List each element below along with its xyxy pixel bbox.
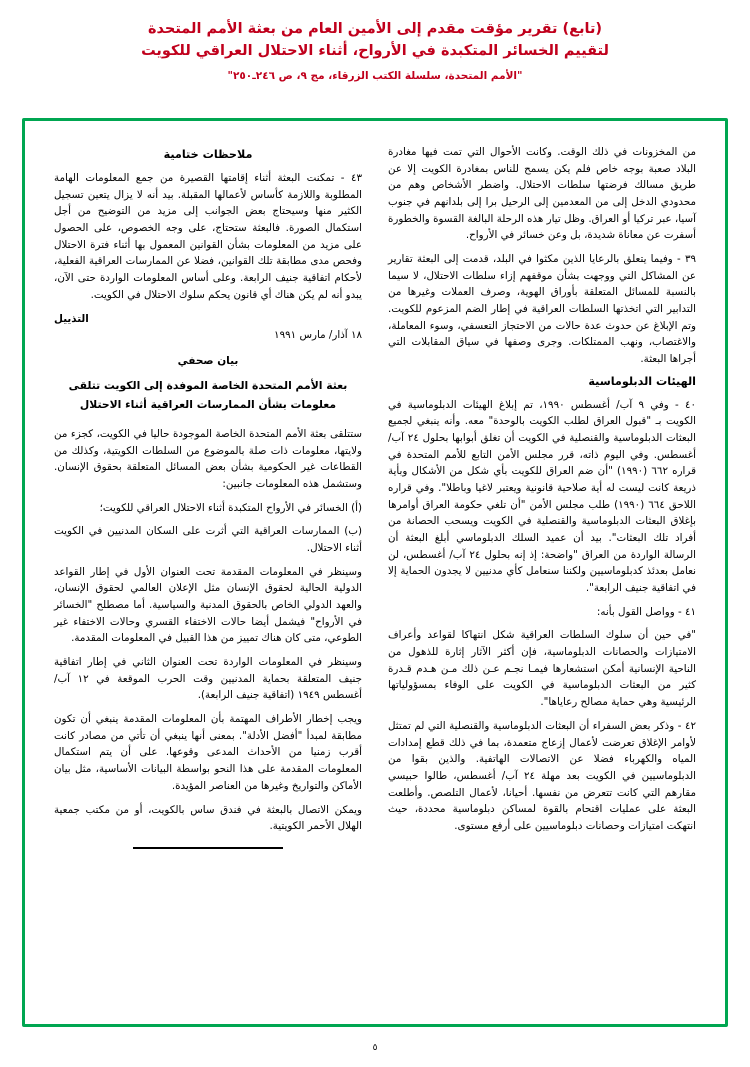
section-divider-rule xyxy=(133,847,283,849)
paragraph: ٤٠ - وفي ٩ آب/ أغسطس ١٩٩٠، تم إبلاغ الهيئات الدبلوماسية في الكويت بـ "قبول العراق لطلب الكويت بالوحدة" معه. وأنه ينبغي لجميع البعثات الدبلوماسية والقنصلية في الكويت أن تغلق أبوابها بحلول ٢٤ آب/ أغسطس. وفي اليوم ذاته، قرر مجلس الأمن التابع للأمم المتحدة في قراره ٦٦٢ (١٩٩٠) "أن ضم العراق للكويت بأي شكل من الأشكال وبأية ذريعة كانت ليست له أية صلاحية قانونية ويعتبر لاغيا وباطلا". وفي قراره اللاحق ٦٦٤ (١٩٩٠) طلب مجلس الأمن "أن تلغي حكومة العراق أوامرها بإغلاق البعثات الدبلوماسية والقنصلية في الكويت ويسحب الحصانة من أفراد تلك البعثات". بيد أن عميد السلك الدبلوماسي أبلغ البعثة أن الرسالة الواردة من العراق "واضحة: إذ إنه بحلول ٢٤ آب/ أغسطس، لن نعامل بعدئذ كدبلوماسيين ولكننا سنعامل كأي مدنيين لا يجدون الحماية إلا في اتفاقية جنيف الرابعة". xyxy=(388,398,697,595)
press-release-title-line-1: بعثة الأمم المتحدة الخاصة الموفدة إلى الكويت تتلقى xyxy=(68,379,348,393)
paragraph: ٤٢ - وذكر بعض السفراء أن البعثات الدبلوماسية والقنصلية التي لم تمتثل لأوامر الإغلاق تعرضت لأعمال إزعاج متعمدة، بما في ذلك قطع إمدادات المياه والكهرباء فضلا عن الاتصالات الهاتفية. والذين بقوا من الدبلوماسيين في الكويت بعد مهلة ٢٤ آب/ أغسطس، طالوا حبيسي مقارهم التي كانت تتعرض من نفسها. أحيانا، لأعمال التلصص. وأطلعت البعثة على عمليات اقتحام بالقوة لمساكن دبلوماسية محددة، حيث انتهكت امتيازات وحصانات دبلوماسيين على أرفع مستوى. xyxy=(388,719,696,832)
press-release-label: بيان صحفي xyxy=(177,355,239,368)
list-item: (أ) الخسائر في الأرواح المتكبدة أثناء الاحتلال العراقي للكويت؛ xyxy=(99,501,362,514)
paragraph: ٤١ - وواصل القول بأنه: xyxy=(596,605,696,618)
paragraph: ستتلقى بعثة الأمم المتحدة الخاصة الموجودة حاليا في الكويت، كجزء من ولايتها، معلومات ذات صلة بالموضوع من السلطات الكويتية، وكذلك من القطاعات غير الحكومية بشأن بعض المسائل المتعلقة بحقوق الإنسان. وستشمل هذه المعلومات جانبين: xyxy=(54,428,362,491)
section-heading-closing-remarks: ملاحظات ختامية xyxy=(163,148,253,161)
paragraph: ويمكن الاتصال بالبعثة في فندق ساس بالكويت، أو من مكتب جمعية الهلال الأحمر الكويتية. xyxy=(54,803,362,833)
right-text-column xyxy=(388,144,696,1007)
paragraph: ٤٣ - تمكنت البعثة أثناء إقامتها القصيرة من جمع المعلومات الهامة المطلوبة واللازمة كأساس لأعمالها المقبلة. بيد أنه لا يزال يتعين تسجيل الكثير منها وسيحتاج بعض الجوانب إلى مزيد من التوضيح من أجل استكمال الصورة. فالبعثة ستحتاج، على وجه الخصوص، على الحصول على مزيد من المعلومات بشأن القوانين المعمول بها أثناء فترة الاحتلال وفحص مدى مطابقة تلك القوانين، فضلا عن الممارسات العراقية الفعلية، لأحكام اتفاقية جنيف الرابعة. وعلى أساس المعلومات الواردة حتى الآن، يبدو أنه لم يكن هناك أي قانون يحكم سلوك الاحتلال في الكويت. xyxy=(54,172,362,301)
paragraph: ٣٩ - وفيما يتعلق بالرعايا الذين مكثوا في البلد، قدمت إلى البعثة تقارير عن المشاكل التي ووجهت بشأن موقفهم إزاء سلطات الاحتلال، لا سيما بالنسبة للمسائل المتعلقة بأوراق الهوية، وصرف العملات وغيرها من التدابير التي اتخذتها السلطات العراقية في إطار الضم المزعوم للكويت. وتم الإبلاغ عن حدوث عدة حالات من الاحتجاز التعسفي، وسوء المعاملة، والاغتصاب، ونهب الممتلكات. وجرى وصفها في سياق المقابلات التي أجراها البعثة. xyxy=(388,253,696,366)
list-item: (ب) الممارسات العراقية التي أثرت على السكان المدنيين في الكويت أثناء الاحتلال. xyxy=(54,525,362,555)
document-date: ١٨ آذار/ مارس ١٩٩١ xyxy=(274,329,362,342)
green-border-frame xyxy=(22,118,728,1027)
document-source-citation: "الأمم المتحدة، سلسلة الكتب الزرقاء، مج ٩، ص ٢٤٦ـ٢٥٠" xyxy=(227,69,523,82)
document-header xyxy=(0,0,750,91)
frame-content xyxy=(32,128,718,1017)
press-release-title xyxy=(54,377,362,414)
paragraph: وسينظر في المعلومات الواردة تحت العنوان الثاني في إطار اتفاقية جنيف المتعلقة بحماية المدنيين وقت الحرب الموقعة في ١٢ آب/ أغسطس ١٩٤٩ (اتفاقية جنيف الرابعة). xyxy=(54,656,363,702)
left-text-column xyxy=(54,144,362,1007)
press-release-title-line-2: معلومات بشأن الممارسات العراقية أثناء الاحتلال xyxy=(79,397,337,411)
paragraph-quote: "في حين أن سلوك السلطات العراقية شكل انتهاكا لقواعد وأعراف الامتيازات والحصانات الدبلوماسية، فإن أكثر الآثار إثارة للذهول من الناحية الإنسانية أمكن استشعارها فيمـا نجـم عـن ذلك مـن هـدم قـدرة كثير من البعثات الدبلوماسية في الكويت على الوفاء بمسؤولياتها الرئيسية وهي حماية مصالح رعاياها". xyxy=(388,629,696,709)
appendix-label: التذييل xyxy=(54,313,89,326)
paragraph: ويجب إخطار الأطراف المهتمة بأن المعلومات المقدمة ينبغي أن تكون مطابقة لمبدأ "أفضل الأدلة". بمعنى أنها ينبغي أن تأتي من مصادر كانت أقرب زمنيا من الأحداث المدعى وقوعها. على أن يتم استكمال المعلومات المقدمة على هذا النحو بواسطة البيانات الأساسية، مثل بيان الأماكن والتواريخ وغيرها من العناصر المؤيدة. xyxy=(54,713,362,792)
document-title-line-2: لتقييم الخسائر المتكبدة في الأرواح، أثناء الاحتلال العراقي للكويت xyxy=(141,43,609,60)
document-title-line-1: (تابع) تقرير مؤقت مقدم إلى الأمين العام من بعثة الأمم المتحدة xyxy=(147,21,603,37)
paragraph: وسينظر في المعلومات المقدمة تحت العنوان الأول في إطار القواعد الدولية الحالية لحقوق الإنسان مثل الإعلان العالمي لحقوق الإنسان، والعهد الدولي الخاص بالحقوق المدنية والسياسية. أما مصطلح "الخسائر في الأرواح" فيشمل أيضا حالات الاختفاء القسري وحالات الاختفاء غير الطوعي، متى كان هناك تمييز من هذا القبيل في المعلومات المقدمة. xyxy=(54,565,362,645)
paragraph: من المخزونات في ذلك الوقت. وكانت الأحوال التي تمت فيها مغادرة البلاد صعبة بوجه خاص فلم يكن يسمح للناس بمغادرة الكويت إلا عن طريق مسالك فرضتها سلطات الاحتلال. واضطر الأشخاص وهم من محدودي الدخل إلى من المعدمين إلى الرحيل برا إلى بلدانهم في جنوب آسيا، عبر تركيا أو العراق. وظل تيار هذه الرحلة البالغة القسوة والخطورة أسفرت عن معاناة شديدة، بل وعن خسائر في الأرواح. xyxy=(388,146,696,242)
page-number: ٥ xyxy=(372,1043,378,1053)
two-column-body xyxy=(54,144,696,1007)
section-heading-diplomatic-bodies: الهيئات الدبلوماسية xyxy=(588,374,696,388)
